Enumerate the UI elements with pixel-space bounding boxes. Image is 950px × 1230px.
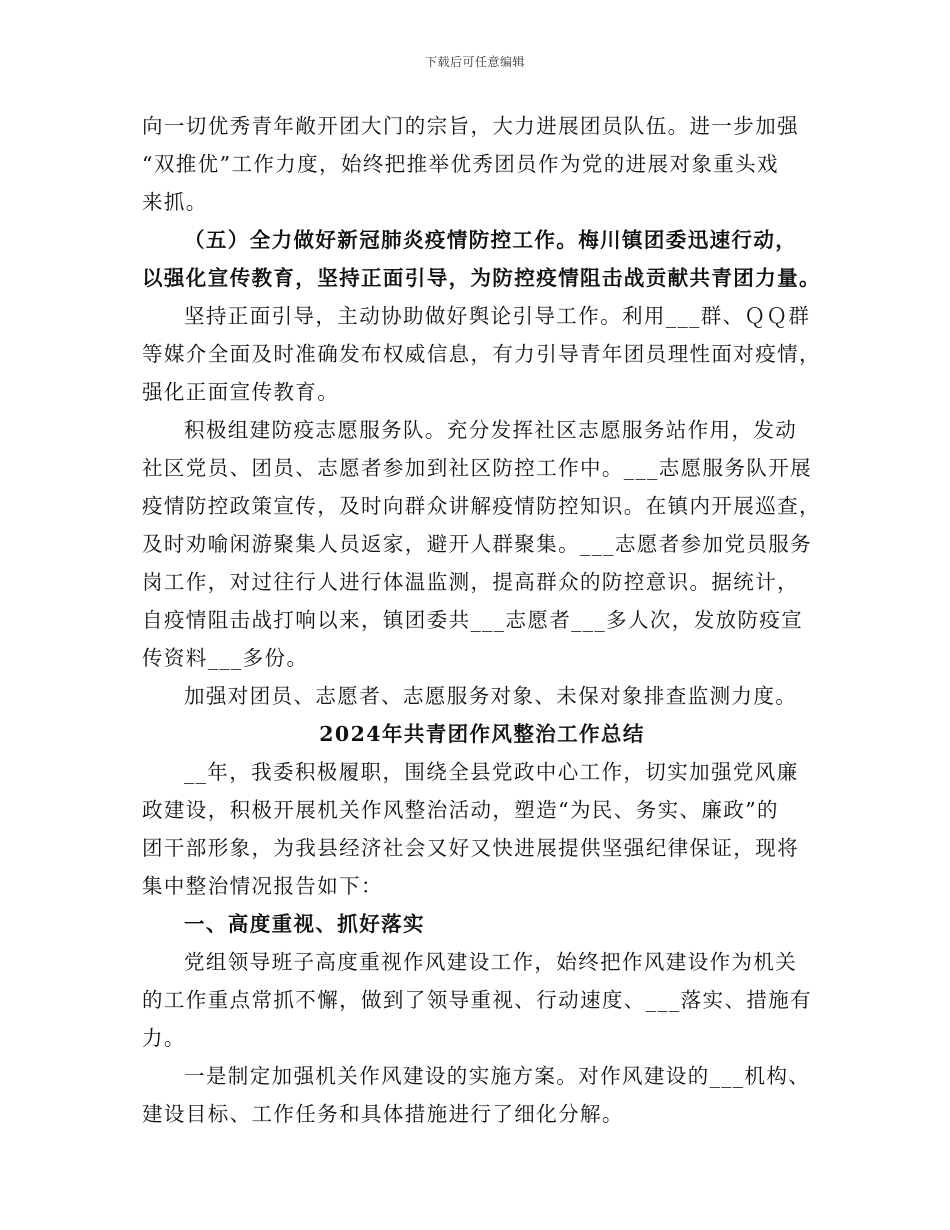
- section-heading-line: 以强化宣传教育，坚持正面引导，为防控疫情阻击战贡献共青团力量。: [142, 266, 821, 290]
- paragraph-line: 传资料___多份。: [142, 646, 309, 670]
- paragraph-line: 等媒介全面及时准确发布权威信息，有力引导青年团员理性面对疫情，: [142, 342, 821, 366]
- page-header-note: 下载后可任意编辑: [424, 55, 525, 69]
- paragraph-line: 的工作重点常抓不懈，做到了领导重视、行动速度、___落实、措施有: [142, 988, 813, 1012]
- paragraph-line: 力。: [142, 1026, 186, 1050]
- paragraph-line: 来抓。: [142, 190, 208, 214]
- paragraph-line: 党组领导班子高度重视作风建设工作，始终把作风建设作为机关: [184, 950, 798, 974]
- paragraph-line: 自疫情阻击战打响以来，镇团委共___志愿者___多人次，发放防疫宣: [142, 608, 804, 632]
- document-title: 2024年共青团作风整治工作总结: [319, 722, 645, 746]
- document-body: [142, 110, 822, 1130]
- paragraph-line: “双推优”工作力度，始终把推举优秀团员作为党的进展对象重头戏: [142, 152, 779, 176]
- paragraph-line: 积极组建防疫志愿服务队。充分发挥社区志愿服务站作用，发动: [184, 418, 798, 442]
- paragraph-line: 政建设，积极开展机关作风整治活动，塑造“为民、务实、廉政”的: [142, 798, 779, 822]
- paragraph-line: 团干部形象，为我县经济社会又好又快进展提供坚强纪律保证，现将: [142, 836, 799, 860]
- paragraph-line: 加强对团员、志愿者、志愿服务对象、未保对象排查监测力度。: [184, 684, 798, 708]
- section-heading: 一、高度重视、抓好落实: [184, 912, 425, 936]
- paragraph-line: 社区党员、团员、志愿者参加到社区防控工作中。___志愿服务队开展: [142, 456, 813, 480]
- paragraph-line: 岗工作，对过往行人进行体温监测，提高群众的防控意识。据统计，: [142, 570, 799, 594]
- paragraph-line: 建设目标、工作任务和具体措施进行了细化分解。: [142, 1102, 624, 1126]
- paragraph-line: 疫情防控政策宣传，及时向群众讲解疫情防控知识。在镇内开展巡查，: [142, 494, 821, 518]
- paragraph-line: 强化正面宣传教育。: [142, 380, 340, 404]
- paragraph-line: 坚持正面引导，主动协助做好舆论引导工作。利用___群、ＱＱ群: [184, 304, 811, 328]
- paragraph-line: __年，我委积极履职，围绕全县党政中心工作，切实加强党风廉: [184, 760, 799, 784]
- section-heading-line: （五）全力做好新冠肺炎疫情防控工作。梅川镇团委迅速行动，: [184, 228, 798, 252]
- paragraph-line: 及时劝喻闲游聚集人员返家，避开人群聚集。___志愿者参加党员服务: [142, 532, 813, 556]
- paragraph-line: 向一切优秀青年敞开团大门的宗旨，大力进展团员队伍。进一步加强: [142, 114, 799, 138]
- paragraph-line: 集中整治情况报告如下：: [142, 874, 383, 898]
- paragraph-line: 一是制定加强机关作风建设的实施方案。对作风建设的___机构、: [184, 1064, 811, 1088]
